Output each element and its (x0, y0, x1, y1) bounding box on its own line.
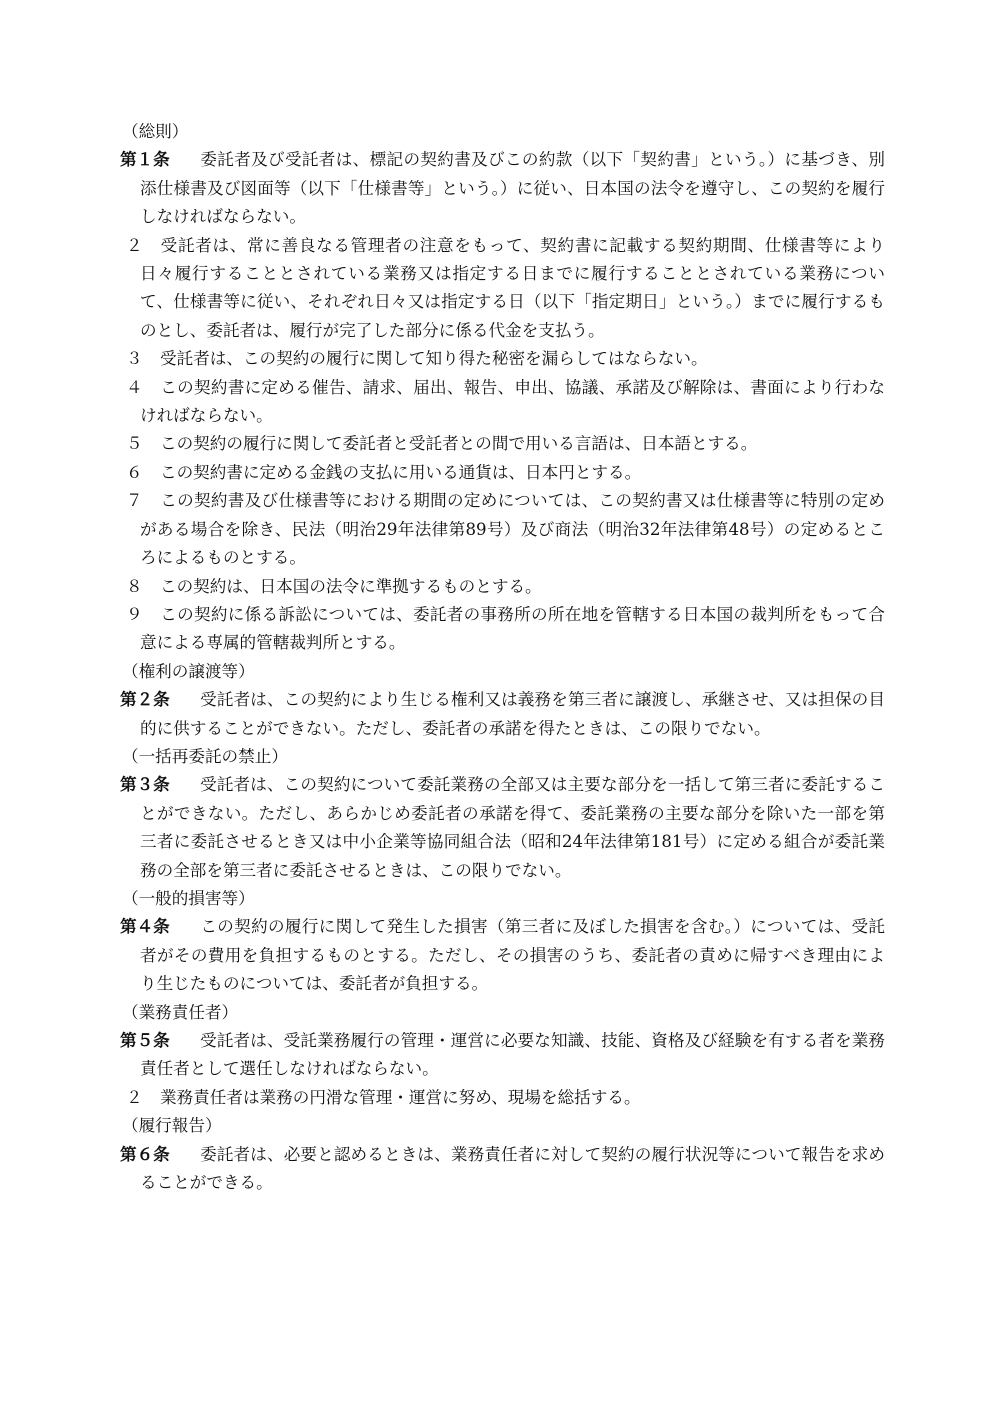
paragraph (120, 430, 885, 458)
article-text: 受託者は、この契約により生じる権利又は義務を第三者に譲渡し、承継させ、又は担保の目的に供することができない。ただし、委託者の承諾を得たときは、この限りでない。 (140, 690, 885, 738)
paragraph (120, 1084, 885, 1112)
paragraph (120, 232, 885, 346)
article-text: 受託者は、この契約について委託業務の全部又は主要な部分を一括して第三者に委託することができない。ただし、あらかじめ委託者の承諾を得て、委託業務の主要な部分を除いた一部を第三者に委託させるとき又は中小企業等協同組合法（昭和24年法律第181号）に定める組合が委託業務の全部を第三者に委託させるときは、この限りでない。 (140, 775, 885, 880)
paragraph-number: ７ (126, 491, 143, 511)
article-heading: （業務責任者） (122, 1002, 239, 1022)
article-heading: （一般的損害等） (122, 888, 255, 908)
article-text: 委託者及び受託者は、標記の契約書及びこの約款（以下「契約書」という。）に基づき、別添仕様書及び図面等（以下「仕様書等」という。）に従い、日本国の法令を遵守し、この契約を履行しなければならない。 (140, 150, 885, 227)
paragraph (120, 487, 885, 572)
article-heading: （総則） (122, 122, 189, 141)
article-heading: （一括再委託の禁止） (122, 746, 288, 766)
article-text: 委託者は、必要と認めるときは、業務責任者に対して契約の履行状況等について報告を求めることができる。 (140, 1144, 885, 1193)
article-text: この契約の履行に関して発生した損害（第三者に及ぼした損害を含む。）については、受託者がその費用を負担するものとする。ただし、その損害のうち、委託者の責めに帰すべき理由により生じたものについては、委託者が負担する。 (140, 917, 885, 994)
article-label: 第４条 (120, 917, 170, 937)
article-label: 第６条 (120, 1144, 170, 1164)
article-3 (120, 771, 885, 885)
article-heading: （履行報告） (122, 1116, 222, 1136)
article-2 (120, 686, 885, 743)
paragraph (120, 345, 885, 373)
paragraph-text: 受託者は、この契約の履行に関して知り得た秘密を漏らしてはならない。 (160, 349, 708, 369)
article-text: 受託者は、受託業務履行の管理・運営に必要な知識、技能、資格及び経験を有する者を業務責任者として選任しなければならない。 (140, 1031, 885, 1079)
article-heading: （権利の譲渡等） (122, 661, 255, 681)
paragraph-number: ２ (126, 1087, 143, 1107)
article-6 (120, 1141, 885, 1198)
paragraph (120, 459, 885, 487)
article-5 (120, 1027, 885, 1084)
contract-body (120, 118, 885, 1197)
paragraph-number: ５ (126, 434, 143, 454)
article-label: 第２条 (120, 690, 170, 710)
paragraph-text: この契約に係る訴訟については、委託者の事務所の所在地を管轄する日本国の裁判所をもって合意による専属的管轄裁判所とする。 (140, 604, 885, 653)
paragraph-text: この契約書及び仕様書等における期間の定めについては、この契約書又は仕様書等に特別の定めがある場合を除き、民法（明治29年法律第89号）及び商法（明治32年法律第48号）の定めるところによるものとする。 (140, 491, 885, 568)
paragraph (120, 601, 885, 658)
paragraph-number: ９ (126, 604, 143, 624)
paragraph-text: 業務責任者は業務の円滑な管理・運営に努め、現場を総括する。 (160, 1087, 641, 1107)
paragraph-number: ６ (126, 462, 143, 482)
paragraph-number: ３ (126, 349, 143, 369)
article-4 (120, 913, 885, 998)
article-label: 第１条 (120, 150, 170, 170)
paragraph-text: この契約書に定める金銭の支払に用いる通貨は、日本円とする。 (160, 462, 642, 482)
paragraph (120, 573, 885, 601)
paragraph-number: ８ (126, 576, 143, 596)
paragraph-number: ２ (126, 235, 143, 255)
paragraph-text: この契約書に定める催告、請求、届出、報告、申出、協議、承諾及び解除は、書面により行わなければならない。 (140, 377, 885, 426)
article-label: 第３条 (120, 775, 170, 795)
paragraph (120, 374, 885, 431)
paragraph-text: 受託者は、常に善良なる管理者の注意をもって、契約書に記載する契約期間、仕様書等により日々履行することとされている業務又は指定する日までに履行することとされている業務について、仕様書等に従い、それぞれ日々又は指定する日（以下「指定期日」という。）までに履行するものとし、委託者は、履行が完了した部分に係る代金を支払う。 (140, 235, 885, 340)
article-1 (120, 146, 885, 231)
paragraph-text: この契約の履行に関して委託者と受託者との間で用いる言語は、日本語とする。 (160, 434, 758, 454)
article-label: 第５条 (120, 1031, 170, 1050)
paragraph-text: この契約は、日本国の法令に準拠するものとする。 (160, 576, 542, 596)
paragraph-number: ４ (126, 377, 143, 397)
